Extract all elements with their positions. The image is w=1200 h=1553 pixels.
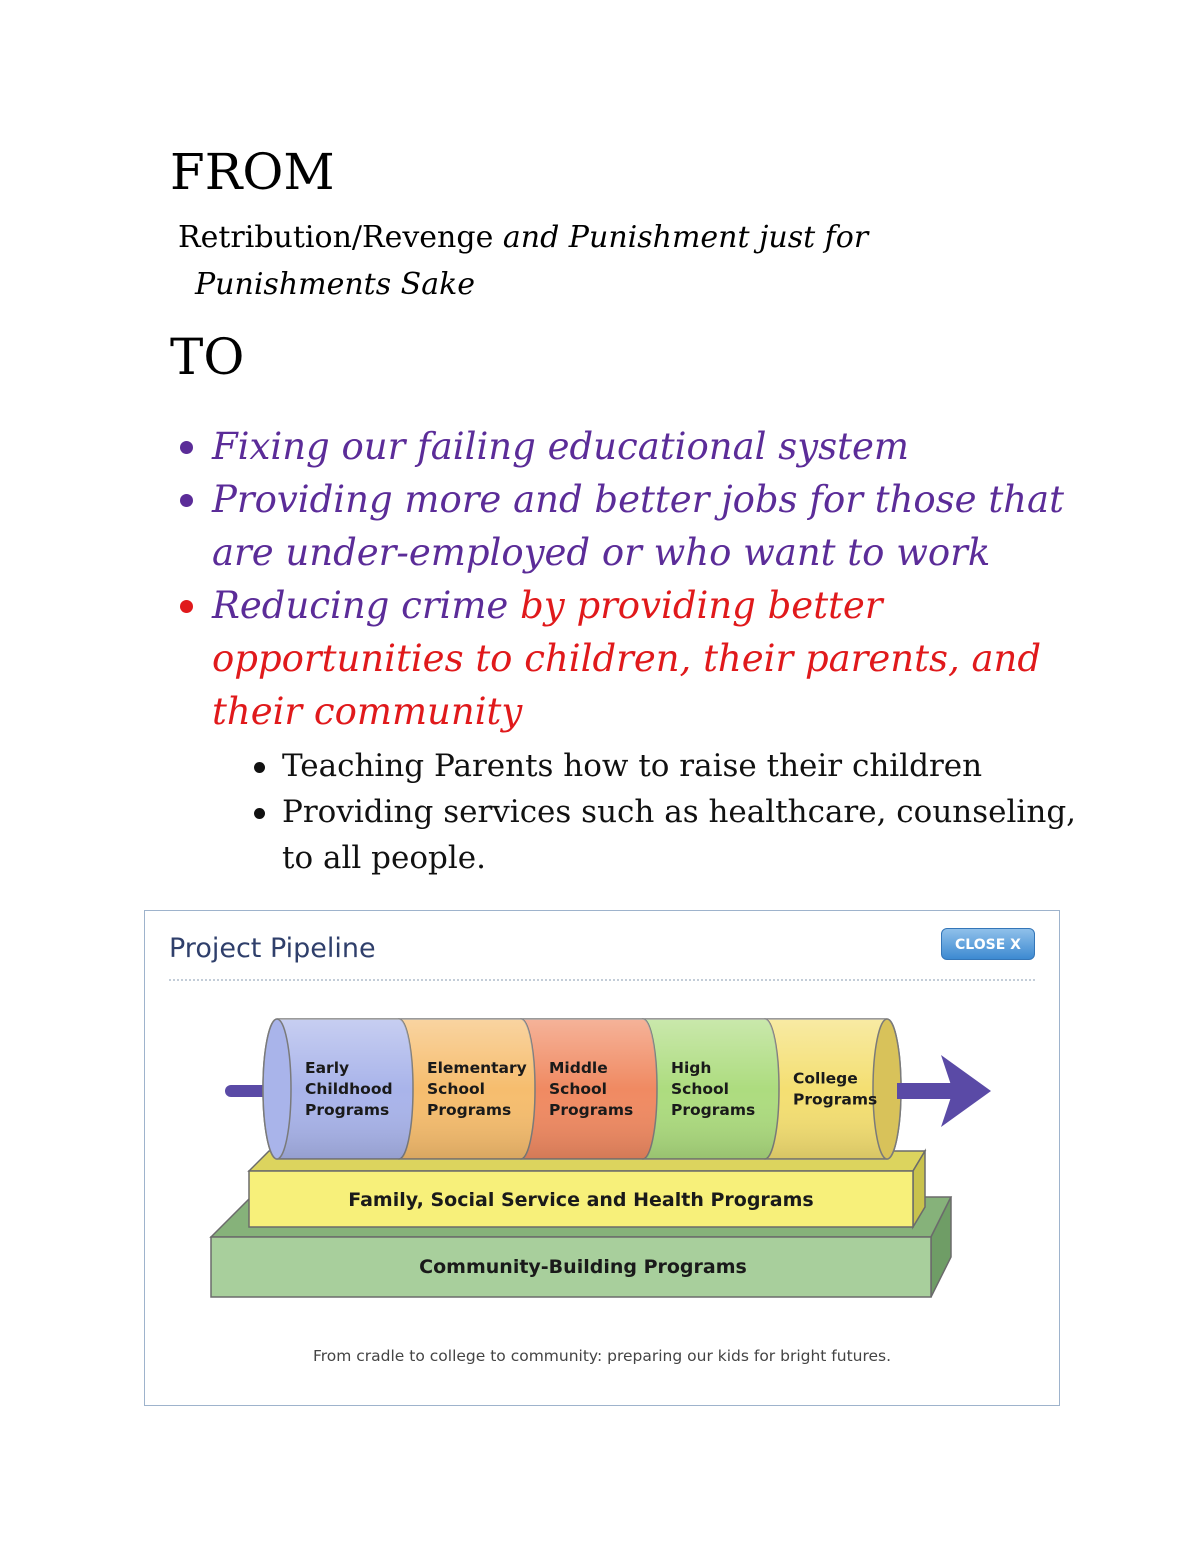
pipeline-segment-label-line: Elementary [427, 1059, 527, 1077]
pipeline-diagram [145, 911, 1059, 1405]
base-layer-label: Community-Building Programs [419, 1256, 747, 1278]
bullet-dot [180, 441, 193, 454]
sub-item-services-line-2: to all people. [282, 840, 486, 876]
pipeline-right-cap [873, 1019, 901, 1159]
pipeline-left-cap [263, 1019, 291, 1159]
goal-crime [178, 579, 1078, 738]
from-plain-text: Retribution/Revenge [178, 220, 494, 255]
bullet-dot [180, 494, 193, 507]
panel-divider [169, 979, 1035, 981]
sub-item-services-line-1: Providing services such as healthcare, counseling, [282, 794, 1077, 830]
goal-jobs [178, 473, 1078, 579]
pipeline-segment-label-line: Childhood [305, 1080, 393, 1098]
panel-caption: From cradle to college to community: preparing our kids for bright futures. [312, 1347, 892, 1365]
panel-title: Project Pipeline [169, 933, 376, 964]
pipeline-segment-label-line: Programs [793, 1090, 878, 1109]
sub-item-parents [250, 743, 1080, 789]
goal-education-text: Fixing our failing educational system [212, 425, 909, 468]
from-line-2: Punishments Sake [195, 267, 476, 302]
project-pipeline-panel [144, 910, 1060, 1406]
pipeline-segment [263, 1019, 413, 1159]
from-heading: FROM [170, 143, 335, 201]
goal-education [178, 420, 1078, 473]
pipeline-segment-label-line: Middle [549, 1059, 608, 1077]
pipeline-segment-label-line: Programs [671, 1101, 756, 1119]
pipeline-segment-label-line: School [427, 1080, 485, 1098]
goal-jobs-line-2: are under-employed or who want to work [212, 531, 991, 574]
pipeline-segment-label-line: Programs [305, 1101, 390, 1119]
pipeline-segment-label-line: Programs [549, 1101, 634, 1119]
from-line-1 [178, 218, 868, 258]
sub-item-parents-text: Teaching Parents how to raise their children [282, 748, 983, 784]
goal-crime-red-3: their community [212, 690, 523, 733]
pipeline-segment-label-line: High [671, 1059, 712, 1077]
pipeline-segment-label-line: School [549, 1080, 607, 1098]
bullet-dot [254, 808, 265, 819]
from-italic-text: and Punishment just for [493, 220, 869, 255]
middle-layer [249, 1151, 925, 1227]
to-heading: TO [170, 328, 245, 386]
goal-crime-red-1: by providing better [508, 584, 883, 627]
sub-list [250, 743, 1080, 881]
pipeline-segment-label-line: Early [305, 1059, 350, 1077]
pipeline-tube [263, 1019, 901, 1159]
goal-jobs-line-1: Providing more and better jobs for those that [212, 478, 1064, 521]
bullet-dot [180, 600, 193, 613]
close-button[interactable]: CLOSE X [941, 928, 1035, 960]
pipeline-segment-label-line: Programs [427, 1101, 512, 1119]
pipeline-segment-label-line: College [793, 1069, 858, 1088]
goals-list [178, 420, 1078, 738]
goal-crime-red-2: opportunities to children, their parents, and [212, 637, 1042, 680]
bullet-dot [254, 762, 265, 773]
sub-item-services [250, 789, 1080, 881]
goal-crime-lead: Reducing crime [212, 584, 509, 627]
pipeline-output-arrow [897, 1055, 991, 1127]
middle-layer-label: Family, Social Service and Health Programs [348, 1189, 814, 1211]
pipeline-segment-label-line: School [671, 1080, 729, 1098]
